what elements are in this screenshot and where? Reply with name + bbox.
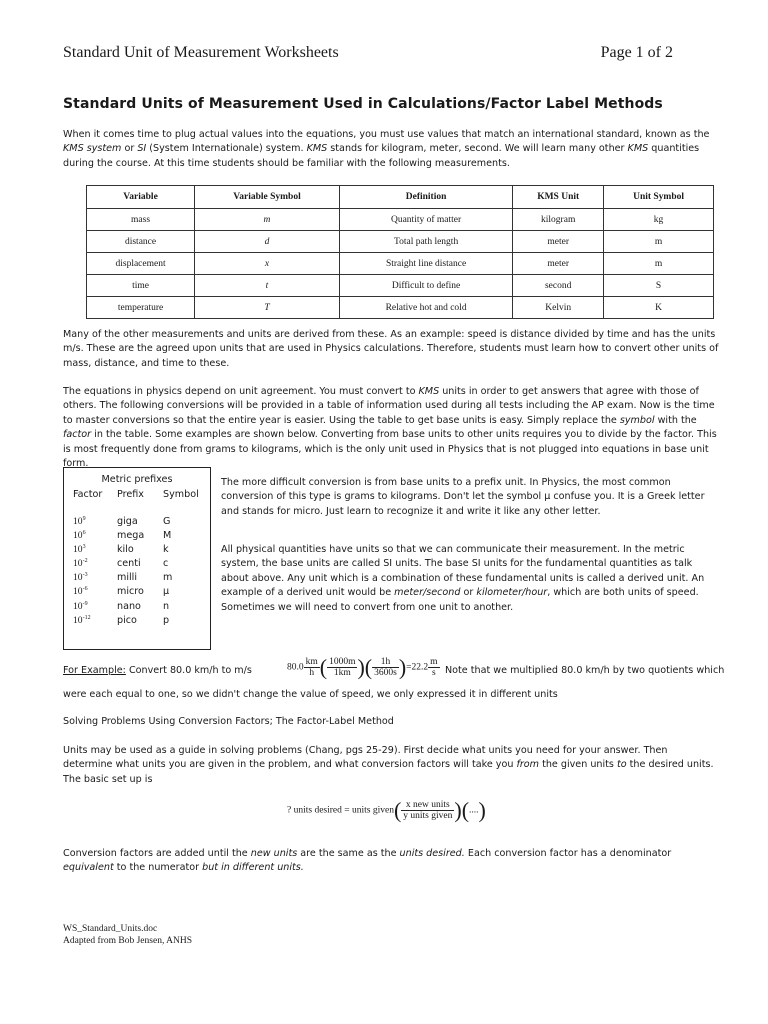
example-label: For Example:	[63, 665, 126, 676]
list-item: p	[163, 614, 170, 626]
derived-unit-paragraph: All physical quantities have units so that we can communicate their measurement. In the metric system, the base units are called SI units. The base SI units for the fundamental quantities as talk about above. Any unit which is a combination of these fundamental units is called a derived unit. An example of a derived unit would be meter/second or kilometer/hour, which are both units of speed. Sometimes we will need to convert from one unit to another.	[221, 544, 705, 613]
example-text: Convert 80.0 km/h to m/s	[125, 665, 252, 676]
cell-definition: Quantity of matter	[339, 209, 512, 231]
header-variable-symbol: Variable Symbol	[195, 186, 340, 209]
cell-variable: time	[87, 275, 195, 297]
list-item: G	[163, 516, 171, 527]
prefixes-symbols	[163, 515, 172, 628]
list-item: $10^{-6}$	[73, 586, 88, 598]
table-row	[87, 297, 714, 319]
factor-label-paragraph: Units may be used as a guide in solving problems (Chang, pgs 25-29). First decide what units you need for your answer. Then determine what units you are given in the problem, and what conversion factors will take you from the given units to the desired units. The basic set up is	[63, 745, 714, 785]
prefixes-title: Metric prefixes	[101, 474, 173, 485]
example-note: Note that we multiplied 80.0 km/h by two quotients which	[445, 665, 725, 676]
conversion-factors-paragraph: Conversion factors are added until the new units are the same as the units desired. Each conversion factor has a denominator equivalent to the numerator but in different units.	[63, 848, 672, 874]
cell-symbol: m	[195, 209, 340, 231]
derived-units-paragraph: Many of the other measurements and units are derived from these. As an example: speed is distance divided by time and has the units m/s. These are the agreed upon units that are used in Physics calculations. Therefore, students must learn how to convert other units of mass, distance, and time to these.	[63, 329, 719, 369]
cell-kms-unit: meter	[513, 253, 604, 275]
conversion-equation: 80.0 $\frac{km}{h}$ ( $\frac{1000m}{1km}$ )( $\frac{1h}{3600s}$ )=22.2 $\frac{m}{s}$	[287, 654, 438, 680]
header-variable: Variable	[87, 186, 195, 209]
cell-kms-unit: kilogram	[513, 209, 604, 231]
cell-variable: distance	[87, 231, 195, 253]
cell-variable: displacement	[87, 253, 195, 275]
units-table	[86, 185, 714, 319]
table-row	[87, 231, 714, 253]
metric-prefixes-box	[63, 467, 211, 650]
list-item: $10^{-2}$	[73, 558, 88, 570]
factor-label-heading: Solving Problems Using Conversion Factors; The Factor-Label Method	[63, 716, 394, 727]
table-row	[87, 209, 714, 231]
list-item: $10^3$	[73, 544, 86, 556]
cell-unit-symbol: m	[604, 231, 714, 253]
cell-symbol: T	[195, 297, 340, 319]
page-number: Page 1 of 2	[600, 44, 673, 61]
list-item: c	[163, 558, 169, 570]
cell-definition: Relative hot and cold	[339, 297, 512, 319]
cell-definition: Difficult to define	[339, 275, 512, 297]
prefixes-factors	[73, 515, 91, 628]
example-line	[63, 665, 252, 676]
list-item: centi	[117, 558, 141, 570]
document-title: Standard Units of Measurement Used in Calculations/Factor Label Methods	[63, 96, 663, 112]
list-item: k	[163, 544, 169, 556]
table-row	[87, 275, 714, 297]
cell-kms-unit: second	[513, 275, 604, 297]
setup-equation: ? units desired = units given( $\frac{\text{x new units}}{\text{y units given}}$ )(....)	[287, 797, 486, 823]
list-item: giga	[117, 516, 138, 527]
cell-kms-unit: meter	[513, 231, 604, 253]
example-continuation: were each equal to one, so we didn't change the value of speed, we only expressed it in different units	[63, 689, 558, 700]
list-item: mega	[117, 530, 145, 542]
list-item: kilo	[117, 544, 134, 556]
page-header-title: Standard Unit of Measurement Worksheets	[63, 44, 339, 61]
cell-definition: Total path length	[339, 231, 512, 253]
cell-unit-symbol: S	[604, 275, 714, 297]
footer-credit: Adapted from Bob Jensen, ANHS	[63, 936, 193, 946]
cell-kms-unit: Kelvin	[513, 297, 604, 319]
list-item: µ	[163, 586, 170, 598]
table-header-row	[87, 186, 714, 209]
header-unit-symbol: Unit Symbol	[604, 186, 714, 209]
cell-unit-symbol: K	[604, 297, 714, 319]
cell-symbol: x	[195, 253, 340, 275]
prefixes-names	[117, 515, 144, 628]
cell-variable: temperature	[87, 297, 195, 319]
prefixes-col-symbol: Symbol	[163, 489, 199, 500]
unit-agreement-paragraph: The equations in physics depend on unit agreement. You must convert to KMS units in order to get answers that agree with those of others. The following conversions will be provided in a table of information used during all tests including the AP exam. Now is the time to master conversions so that the entire year is easier. Using the table to get base units is easy. Simply replace the symbol with the factor in the table. Some examples are shown below. Converting from base units to other units requires you to divide by the factor. This is most frequently done from grams to kilograms, which is the only unit used in Physics that is not plugged into equations in base unit form.	[63, 386, 717, 470]
list-item: M	[163, 530, 172, 542]
list-item: $10^9$	[73, 515, 86, 527]
cell-symbol: t	[195, 275, 340, 297]
cell-unit-symbol: kg	[604, 209, 714, 231]
list-item: $10^{-9}$	[73, 600, 88, 612]
list-item: $10^{-3}$	[73, 572, 88, 584]
list-item: micro	[117, 586, 144, 598]
prefixes-col-prefix: Prefix	[117, 489, 144, 500]
list-item: nano	[117, 600, 141, 612]
cell-unit-symbol: m	[604, 253, 714, 275]
list-item: $10^6$	[73, 529, 86, 542]
cell-symbol: d	[195, 231, 340, 253]
prefixes-col-factor: Factor	[73, 489, 103, 500]
list-item: m	[163, 572, 173, 584]
table-row	[87, 253, 714, 275]
header-kms-unit: KMS Unit	[513, 186, 604, 209]
list-item: n	[163, 600, 170, 612]
intro-paragraph: When it comes time to plug actual values into the equations, you must use values that match an international standard, known as the KMS system or SI (System Internationale) system. KMS stands for kilogram, meter, second. We will learn many other KMS quantities during the course. At this time students should be familiar with the following measurements.	[63, 129, 710, 169]
list-item: milli	[117, 572, 138, 584]
list-item: $10^{-12}$	[73, 614, 91, 626]
cell-definition: Straight line distance	[339, 253, 512, 275]
prefix-conversion-paragraph: The more difficult conversion is from base units to a prefix unit. In Physics, the most common conversion of this type is grams to kilograms. Don't let the symbol µ confuse you. It is a Greek letter and stands for micro. Just learn to recognize it and write it like any other letter.	[221, 477, 705, 517]
cell-variable: mass	[87, 209, 195, 231]
list-item: pico	[117, 614, 137, 626]
footer-filename: WS_Standard_Units.doc	[63, 924, 158, 934]
header-definition: Definition	[339, 186, 512, 209]
